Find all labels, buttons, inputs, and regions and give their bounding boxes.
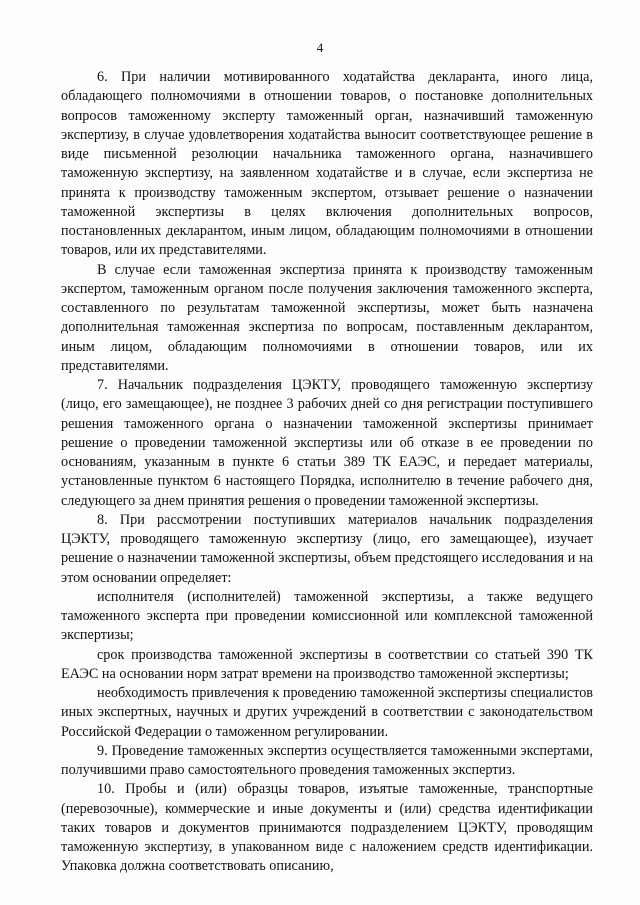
paragraph-8-item-term: срок производства таможенной экспертизы в соответствии со статьей 390 ТК ЕАЭС на основании норм затрат времени на производство таможенной экспертизы;: [61, 646, 593, 682]
paragraph-8-item-executors: исполнителя (исполнителей) таможенной экспертизы, а также ведущего таможенного эксперта при проведении комиссионной или комплексной таможенной экспертизы;: [61, 588, 593, 644]
document-body: [61, 68, 593, 877]
paragraph-8-item-specialists: необходимость привлечения к проведению таможенной экспертизы специалистов иных экспертных, научных и других учреждений в соответствии с законодательством Российской Федерации о таможенном регулировании.: [61, 685, 593, 740]
paragraph-9: 9. Проведение таможенных экспертиз осуществляется таможенными экспертами, получившими право самостоятельного проведения таможенных экспертиз.: [61, 742, 593, 778]
page-number: 4: [316, 40, 324, 55]
paragraph-10: 10. Пробы и (или) образцы товаров, изъятые таможенные, транспортные (перевозочные), коммерческие и иные документы и (или) средства идентификации таких товаров и документов принимаются подразделением ЦЭКТУ, проводящим таможенную экспертизу, в упакованном виде с наложением средств идентификации. Упаковка должна соответствовать описанию,: [61, 781, 593, 875]
paragraph-6-continuation: В случае если таможенная экспертиза принята к производству таможенным экспертом, таможенным органом после получения заключения таможенного эксперта, составленного по результатам таможенной экспертизы, может быть назначена дополнительная таможенная экспертиза по вопросам, поставленным декларантом, иным лицом, обладающим полномочиями в отношении товаров, или их представителями.: [61, 261, 593, 374]
paragraph-7: 7. Начальник подразделения ЦЭКТУ, проводящего таможенную экспертизу (лицо, его замещающее), не позднее 3 рабочих дней со дня регистрации поступившего решения таможенного органа о назначении таможенной экспертизы принимает решение о проведении таможенной экспертизы или об отказе в ее проведении по основаниям, указанным в пункте 6 статьи 389 ТК ЕАЭС, и передает материалы, установленные пунктом 6 настоящего Порядка, исполнителю в течение рабочего дня, следующего за днем принятия решения о проведении таможенной экспертизы.: [61, 377, 593, 509]
paragraph-8: 8. При рассмотрении поступивших материалов начальник подразделения ЦЭКТУ, проводящего таможенную экспертизу (лицо, его замещающее), изучает решение о назначении таможенной экспертизы, объем предстоящего исследования и на этом основании определяет:: [61, 511, 593, 586]
paragraph-6: 6. При наличии мотивированного ходатайства декларанта, иного лица, обладающего полномочиями в отношении товаров, о постановке дополнительных вопросов таможенному эксперту таможенный орган, назначивший таможенную экспертизу, в случае удовлетворения ходатайства выносит соответствующее решение в виде письменной резолюции начальника таможенного органа, назначившего таможенную экспертизу, на заявленном ходатайстве и в случае, если экспертиза не принята к производству таможенным экспертом, отзывает решение о назначении таможенной экспертизы в целях включения дополнительных вопросов, постановленных декларантом, иным лицом, обладающим полномочиями в отношении товаров, или их представителями.: [61, 69, 593, 259]
